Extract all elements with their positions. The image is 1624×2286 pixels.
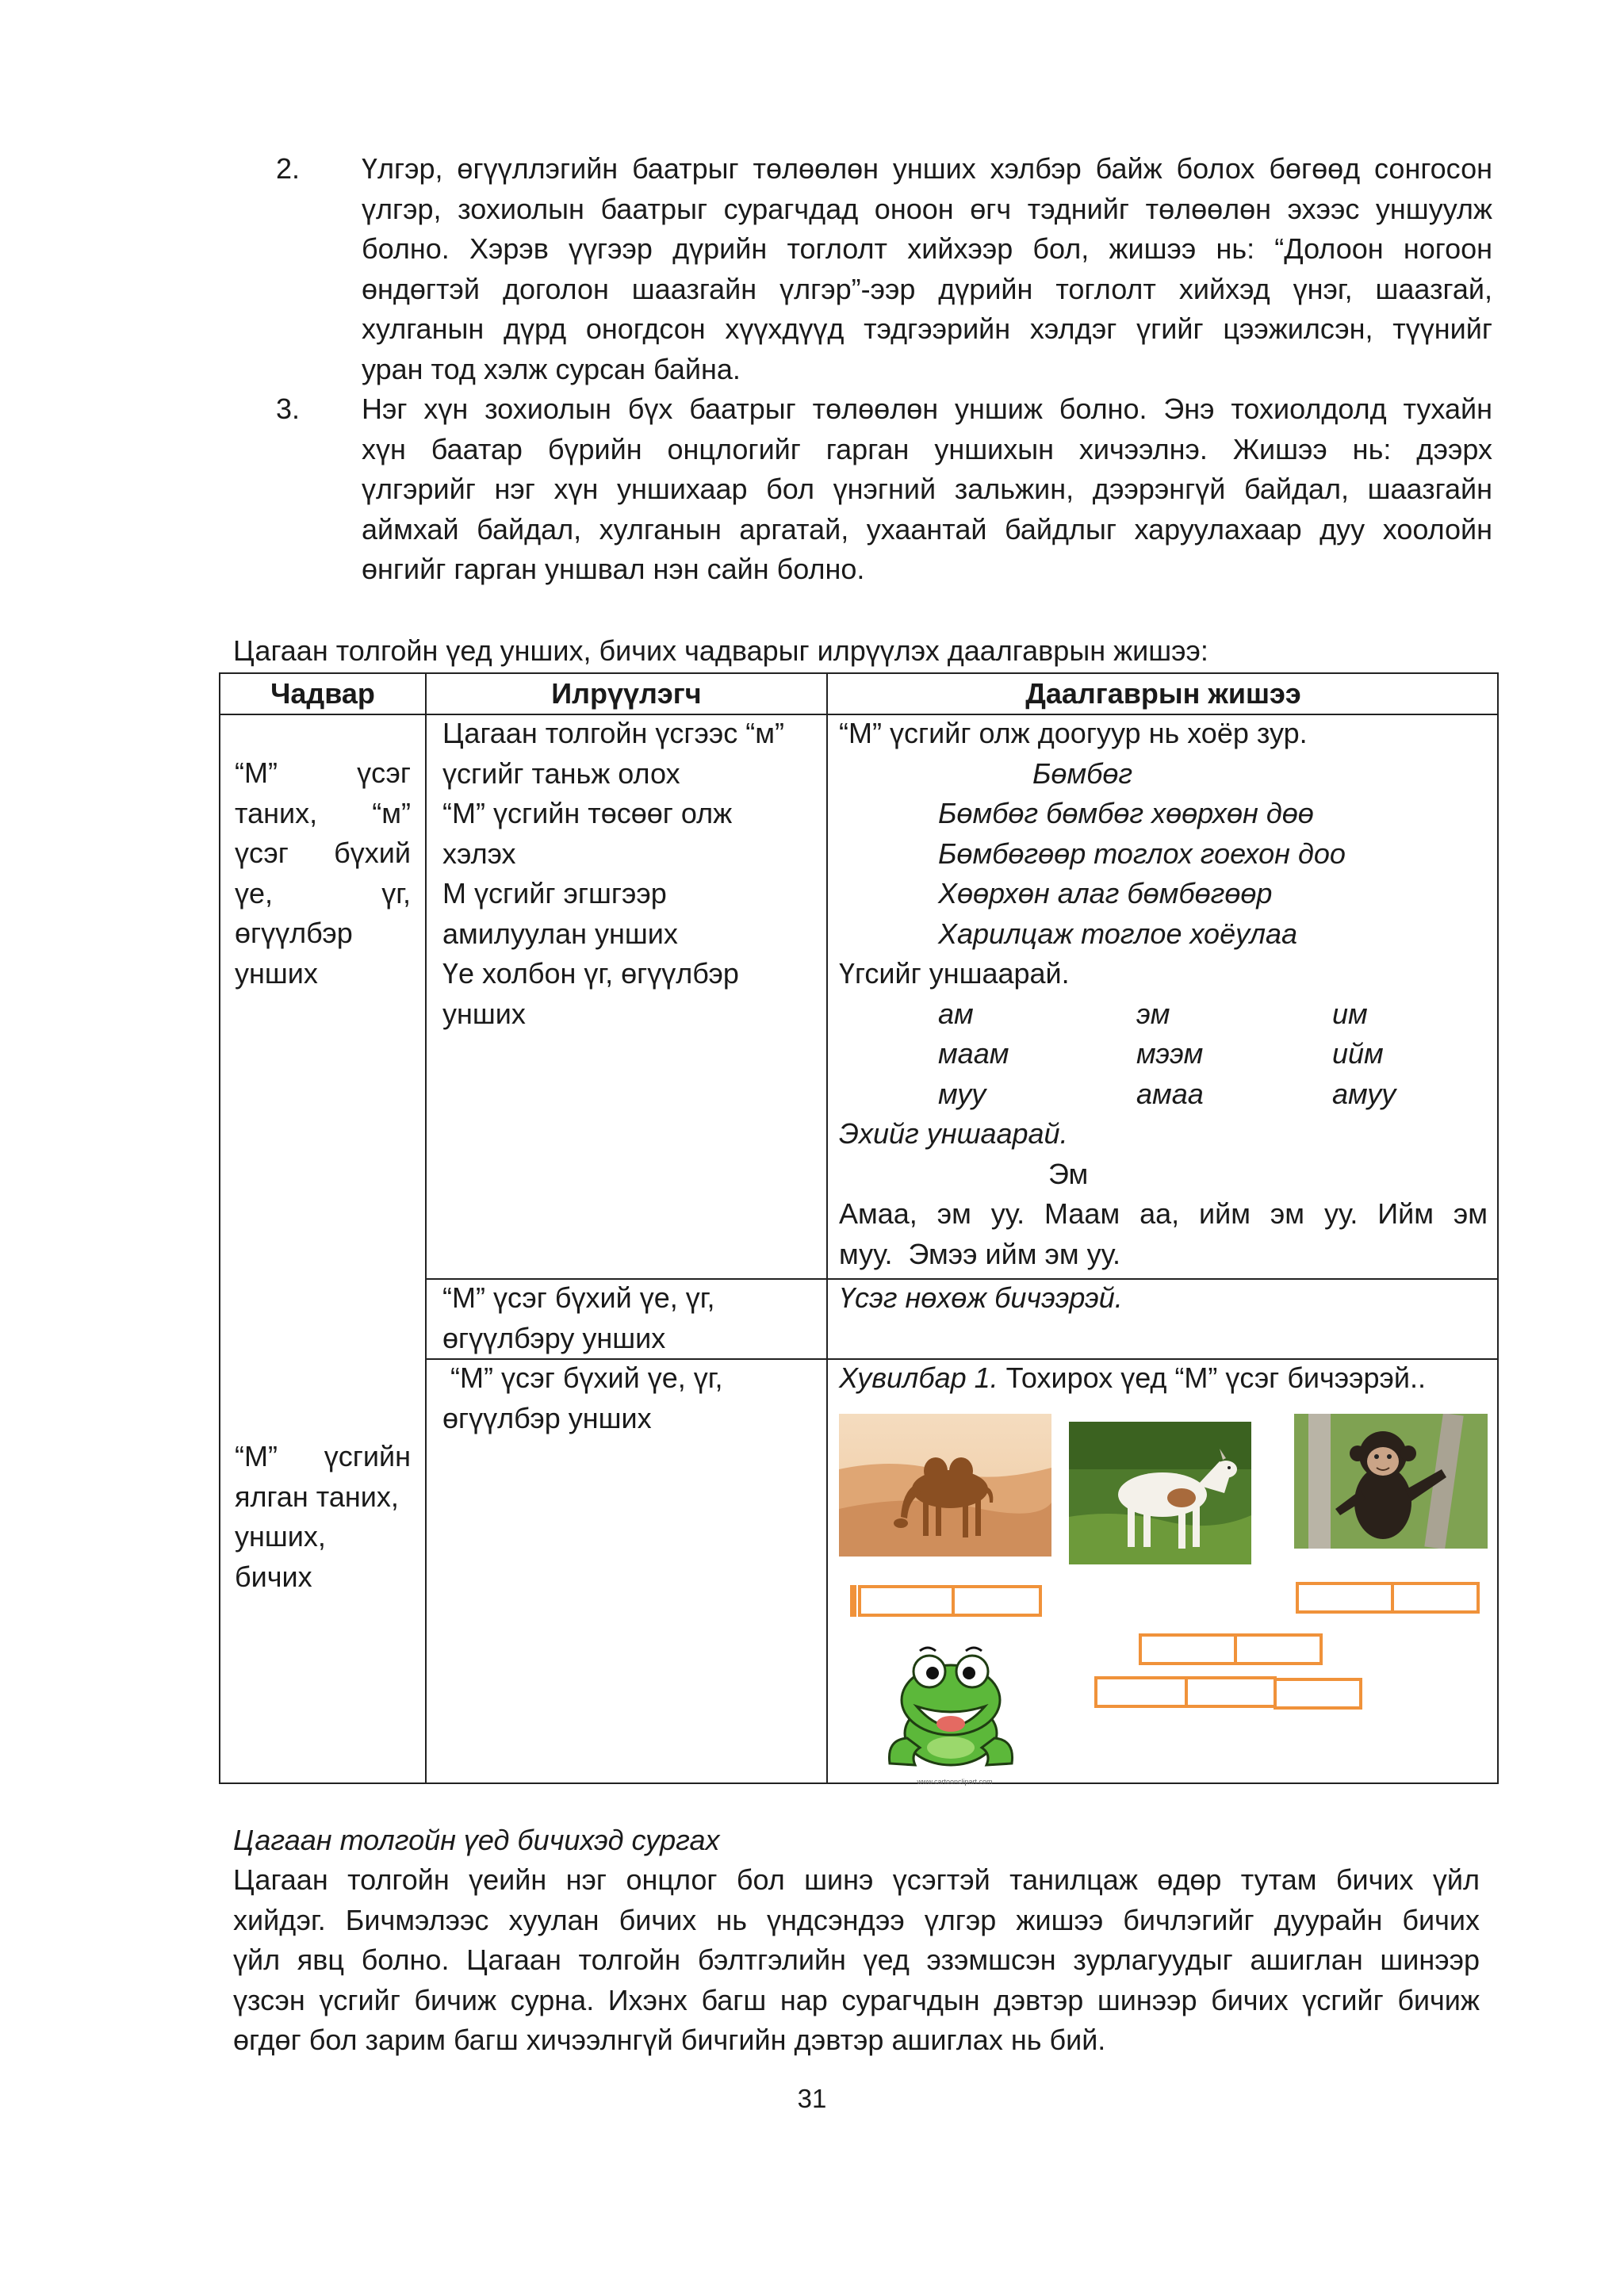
header-skill: Чадвар (270, 677, 375, 710)
letter-box (1274, 1678, 1362, 1710)
column-divider (826, 674, 828, 1782)
text-line: хэлэх (442, 837, 516, 870)
frog-illustration (875, 1645, 1026, 1779)
text-line: “М” үсгийн төсөөг олж (442, 797, 733, 829)
text-line: өндөгтэй доголон шаазгайн үлгэр”-ээр дүрийн тоглолт хийхэд үнэг, шаазгай, (362, 272, 1492, 305)
text-line: унших (442, 997, 526, 1030)
skills-table (219, 672, 1499, 1784)
list-number: 3. (276, 392, 301, 425)
word: муу (938, 1077, 986, 1110)
camel-image (839, 1414, 1051, 1557)
text-line: үе, үг, (235, 876, 411, 909)
text-line: болно. Хэрэв үүгээр дүрийн тоглолт хийхээр бол, жишээ нь: “Долоон ногоон (362, 232, 1492, 265)
text-line: ялган таних, (235, 1480, 399, 1513)
numbered-list (262, 149, 1492, 590)
poem-line: Харилцаж тоглое хоёулаа (938, 917, 1298, 950)
text-line: үзсэн үсгийг бичиж сурна. Ихэнх багш нар сурагчдын дэвтэр шинээр бичих үсгийг бичиж (233, 1983, 1480, 2016)
letter-box (850, 1585, 856, 1617)
word: ам (938, 997, 974, 1030)
task-cell-1 (839, 714, 1488, 1274)
list-number: 2. (276, 152, 301, 185)
task-cell-3-text (839, 1358, 1488, 1399)
word-row (839, 994, 1488, 1035)
page-number: 31 (797, 2084, 827, 2113)
text-line: таних, “м” (235, 796, 411, 829)
text-line: Амаа, эм уу. Маам аа, ийм эм уу. Ийм эм (839, 1197, 1488, 1230)
text-line: хүн баатар бүрийн онцлогийг гарган уншихын хичээлнэ. Жишээ нь: дээрх (362, 432, 1492, 465)
indicator-cell-3 (442, 1358, 815, 1438)
text-line: “М” үсгийн (235, 1440, 411, 1472)
indicator-cell-1 (442, 714, 815, 1034)
text-line: хийдэг. Бичмэлээс хуулан бичих нь үндсэндээ үлгэр жишээ бичлэгийг дуурайн бичих (233, 1903, 1480, 1936)
poem-title: Бөмбөг (1032, 756, 1133, 790)
letter-box (1296, 1582, 1394, 1614)
word: мээм (1136, 1037, 1204, 1070)
word-row (839, 1034, 1488, 1074)
skill-cell-1 (235, 753, 411, 994)
list-item-3 (262, 389, 1492, 590)
text-line: аймхай байдал, хулганын аргатай, ухаантай байдлыг харуулахаар дуу хоолойн (362, 512, 1492, 546)
text-line: Үлгэр, өгүүллэгийн баатрыг төлөөлөн унших хэлбэр байж болох бөгөөд сонгосон (362, 152, 1492, 185)
word: маам (938, 1037, 1009, 1070)
text-line: өгүүлбэр унших (442, 1401, 652, 1434)
text-line: М үсгийг эгшгээр (442, 877, 667, 909)
letter-box (952, 1585, 1042, 1617)
text-line: уран тод хэлж сурсан байна. (362, 352, 741, 385)
text-line: бичих (235, 1560, 312, 1593)
text-line: муу. Эмээ ийм эм уу. (839, 1237, 1121, 1270)
word: эм (1136, 997, 1170, 1030)
text-line: үлгэр, зохиолын баатрыг сурагчдад оноон өгч тэднийг төлөөлөн эхээс уншуулж (362, 192, 1492, 225)
poem-line: Бөмбөгөөр тоглох гоехон доо (938, 837, 1346, 870)
body-paragraph (233, 1860, 1480, 2061)
monkey-illustration (1294, 1414, 1488, 1549)
task-instruction: “М” үсгийг олж доогуур нь хоёр зур. (839, 717, 1308, 749)
text-line: хулганын дүрд оногдсон хүүхдүүд тэдгээрийн хэлдэг үгийг цээжилсэн, түүнийг (362, 312, 1492, 345)
skill-cell-2 (235, 1437, 411, 1597)
column-divider (425, 674, 427, 1782)
letter-box (1391, 1582, 1480, 1614)
letter-box (1094, 1676, 1188, 1708)
frog-image (875, 1645, 1026, 1786)
text-line: “М” үсэг бүхий үе, үг, (442, 1361, 723, 1394)
text-line: унших (235, 956, 318, 990)
text-line: Нэг хүн зохиолын бүх баатрыг төлөөлөн уншиж болно. Энэ тохиолдолд тухайн (362, 392, 1492, 425)
goat-image (1069, 1422, 1251, 1564)
header-task-example: Даалгаврын жишээ (1025, 677, 1301, 710)
text-line: үлгэрийг нэг хүн уншихаар бол үнэгний зальжин, дээрэнгүй байдал, шаазгайн (362, 473, 1492, 505)
task-instruction: Эхийг уншаарай. (839, 1117, 1068, 1150)
word: ийм (1332, 1037, 1384, 1070)
text-line: өгдөг бол зарим багш хичээлнгүй бичгийн дэвтэр ашиглах нь бий. (233, 2024, 1106, 2056)
task-instruction: Үгсийг уншаарай. (839, 957, 1070, 990)
text-line: амилуулан унших (442, 917, 678, 950)
letter-box (858, 1585, 955, 1617)
text-line: Цагаан толгойн үеийн нэг онцлог бол шинэ үсэгтэй танилцаж өдөр тутам бичих үйл (233, 1863, 1480, 1896)
poem-line: Хөөрхөн алаг бөмбөгөөр (938, 877, 1273, 909)
text-line: өнгийг гарган уншвал нэн сайн болно. (362, 553, 865, 585)
text-line: үсэг бүхий (235, 837, 411, 869)
goat-illustration (1069, 1422, 1251, 1564)
indicator-cell-2 (442, 1278, 815, 1358)
poem-line: Бөмбөг бөмбөг хөөрхөн дөө (938, 797, 1314, 829)
text-line: өгүүлбэр (235, 917, 353, 949)
text-line: Үе холбон үг, өгүүлбэр (442, 957, 739, 990)
text-line: унших, (235, 1520, 326, 1553)
table-caption: Цагаан толгойн үед унших, бичих чадварыг илрүүлэх даалгаврын жишээ: (233, 634, 1208, 667)
text-line: Цагаан толгойн үсгээс “м” (442, 717, 784, 749)
text-line: өгүүлбэру унших (442, 1321, 666, 1354)
section-title: Цагаан толгойн үед бичихэд сургах (233, 1824, 720, 1856)
camel-illustration (839, 1414, 1051, 1557)
list-item-2 (262, 149, 1492, 389)
text-title: Эм (1048, 1157, 1089, 1190)
monkey-image (1294, 1414, 1488, 1549)
word: им (1332, 997, 1368, 1030)
letter-box (1139, 1633, 1237, 1665)
word-row (839, 1074, 1488, 1115)
text-line: үсгийг таньж олох (442, 756, 680, 790)
task-cell-2: Үсэг нөхөж бичээрэй. (839, 1281, 1123, 1314)
frog-credit: www.cartoonclipart.com (917, 1778, 993, 1786)
text-line: “М” үсэг (235, 756, 411, 789)
letter-box (1234, 1633, 1323, 1665)
variant-label: Хувилбар 1. (839, 1361, 998, 1394)
letter-box (1185, 1676, 1277, 1708)
header-indicator: Илрүүлэгч (551, 677, 702, 710)
text-line: үйл явц болно. Цагаан толгойн бэлтгэлийн үед эзэмшсэн зурлагуудыг ашиглан шинээр (233, 1943, 1480, 1976)
word: амуу (1332, 1077, 1396, 1110)
word: амаа (1136, 1077, 1204, 1110)
variant-instruction: Тохирох үед “М” үсэг бичээрэй.. (998, 1361, 1427, 1394)
text-line: “М” үсэг бүхий үе, үг, (442, 1281, 715, 1314)
